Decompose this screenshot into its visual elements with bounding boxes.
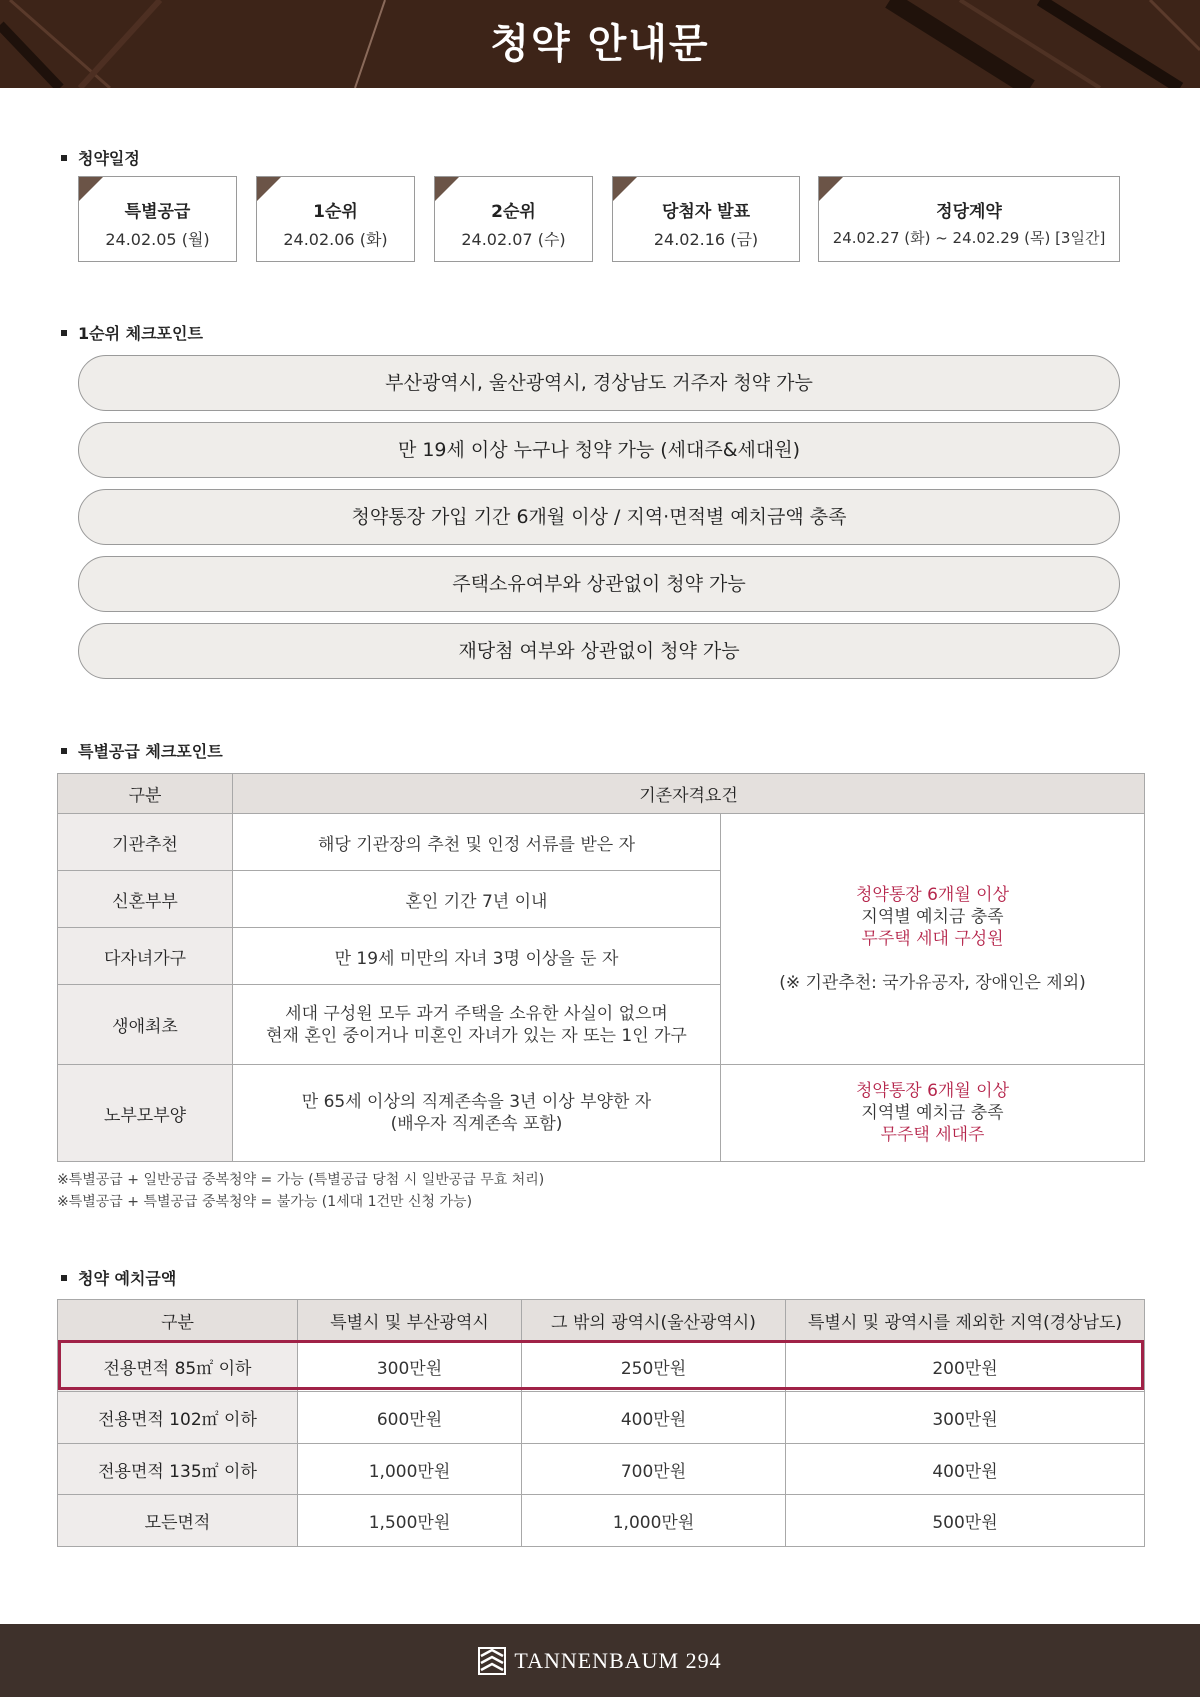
common-requirement-cell xyxy=(721,814,1145,1065)
requirement-line: 세대 구성원 모두 과거 주택을 소유한 사실이 없으며 xyxy=(285,1003,668,1024)
requirement-line: (배우자 직계존속 포함) xyxy=(390,1114,563,1134)
schedule-card-date: 24.02.05 (월) xyxy=(105,230,210,249)
amount-cell: 700만원 xyxy=(522,1444,786,1495)
schedule-card-title: 당첨자 발표 xyxy=(661,202,751,222)
schedule-card-announcement xyxy=(612,176,800,262)
amount-cell: 200만원 xyxy=(786,1341,1145,1392)
schedule-card-title: 정당계약 xyxy=(936,202,1002,222)
first-rank-heading-label: 1순위 체크포인트 xyxy=(78,324,203,343)
table-header-cell: 특별시 및 부산광역시 xyxy=(298,1300,522,1341)
card-corner-mark xyxy=(257,177,281,201)
special-supply-table xyxy=(57,773,1145,1162)
schedule-card-date: 24.02.27 (화) ~ 24.02.29 (목) [3일간] xyxy=(832,229,1106,247)
area-cell: 전용면적 102㎡ 이하 xyxy=(58,1392,298,1444)
card-corner-mark xyxy=(613,177,637,201)
schedule-card-title: 특별공급 xyxy=(124,202,191,222)
row-requirement: 혼인 기간 7년 이내 xyxy=(233,871,721,928)
schedule-card-special xyxy=(78,176,237,262)
row-requirement xyxy=(233,1065,721,1162)
square-bullet-icon xyxy=(61,330,67,336)
amount-cell: 300만원 xyxy=(786,1392,1145,1444)
table-row xyxy=(58,1495,1145,1547)
special-note: ※특별공급 + 일반공급 중복청약 = 가능 (특별공급 당첨 시 일반공급 무효 처리) xyxy=(57,1172,545,1188)
schedule-card-contract xyxy=(818,176,1120,262)
schedule-card-date: 24.02.06 (화) xyxy=(283,230,388,249)
page-title: 청약 안내문 xyxy=(490,21,710,67)
row-requirement: 해당 기관장의 추천 및 인정 서류를 받은 자 xyxy=(233,814,721,871)
schedule-heading xyxy=(61,146,140,169)
amount-cell: 500만원 xyxy=(786,1495,1145,1547)
deposit-table xyxy=(57,1299,1145,1547)
table-header-row xyxy=(58,774,1145,814)
schedule-card-first-rank xyxy=(256,176,415,262)
checkpoint-pill: 부산광역시, 울산광역시, 경상남도 거주자 청약 가능 xyxy=(78,355,1120,411)
common-req-note: (※ 기관추천: 국가유공자, 장애인은 제외) xyxy=(779,973,1086,993)
row-requirement: 만 19세 미만의 자녀 3명 이상을 둔 자 xyxy=(233,928,721,985)
table-header-cell: 구분 xyxy=(58,774,233,814)
page-footer xyxy=(0,1624,1200,1697)
checkpoint-pill: 주택소유여부와 상관없이 청약 가능 xyxy=(78,556,1120,612)
tannenbaum-logo-icon xyxy=(478,1647,506,1675)
checkpoint-pill: 청약통장 가입 기간 6개월 이상 / 지역·면적별 예치금액 충족 xyxy=(78,489,1120,545)
special-heading-label: 특별공급 체크포인트 xyxy=(78,742,223,761)
row-category: 신혼부부 xyxy=(58,871,233,928)
schedule-card-title: 1순위 xyxy=(313,202,358,222)
deposit-heading-label: 청약 예치금액 xyxy=(78,1269,177,1288)
first-rank-heading xyxy=(61,321,203,344)
table-row xyxy=(58,1065,1145,1162)
common-req-line: 지역별 예치금 충족 xyxy=(861,1103,1004,1123)
common-req-line: 무주택 세대 구성원 xyxy=(861,929,1004,949)
common-requirement-cell xyxy=(721,1065,1145,1162)
square-bullet-icon xyxy=(61,1275,67,1281)
schedule-card-date: 24.02.16 (금) xyxy=(653,230,759,249)
special-heading xyxy=(61,739,223,762)
row-category: 노부모부양 xyxy=(58,1065,233,1162)
checkpoint-pill: 만 19세 이상 누구나 청약 가능 (세대주&세대원) xyxy=(78,422,1120,478)
requirement-line: 만 65세 이상의 직계존속을 3년 이상 부양한 자 xyxy=(301,1092,652,1112)
row-category: 생애최초 xyxy=(58,985,233,1065)
common-req-line: 청약통장 6개월 이상 xyxy=(856,1081,1009,1101)
common-req-line: 지역별 예치금 충족 xyxy=(861,907,1004,927)
schedule-card-second-rank xyxy=(434,176,593,262)
special-note: ※특별공급 + 특별공급 중복청약 = 불가능 (1세대 1건만 신청 가능) xyxy=(57,1194,473,1210)
page-header xyxy=(0,0,1200,88)
requirement-line: 현재 혼인 중이거나 미혼인 자녀가 있는 자 또는 1인 가구 xyxy=(266,1025,687,1046)
card-corner-mark xyxy=(79,177,103,201)
amount-cell: 300만원 xyxy=(298,1341,522,1392)
row-category: 다자녀가구 xyxy=(58,928,233,985)
table-row xyxy=(58,1392,1145,1444)
amount-cell: 400만원 xyxy=(786,1444,1145,1495)
footer-brand: TANNENBAUM 294 xyxy=(514,1647,722,1673)
amount-cell: 1,000만원 xyxy=(522,1495,786,1547)
table-header-cell: 그 밖의 광역시(울산광역시) xyxy=(522,1300,786,1341)
table-header-row xyxy=(58,1300,1145,1341)
table-header-cell: 특별시 및 광역시를 제외한 지역(경상남도) xyxy=(786,1300,1145,1341)
row-requirement xyxy=(233,985,721,1065)
checkpoint-pill: 재당첨 여부와 상관없이 청약 가능 xyxy=(78,623,1120,679)
area-cell: 전용면적 135㎡ 이하 xyxy=(58,1444,298,1495)
common-req-line: 청약통장 6개월 이상 xyxy=(856,885,1009,905)
card-corner-mark xyxy=(819,177,843,201)
square-bullet-icon xyxy=(61,748,67,754)
table-row xyxy=(58,1444,1145,1495)
area-cell: 전용면적 85㎡ 이하 xyxy=(58,1341,298,1392)
schedule-heading-label: 청약일정 xyxy=(78,149,140,168)
table-row-highlighted xyxy=(58,1341,1145,1392)
schedule-card-date: 24.02.07 (수) xyxy=(461,230,566,249)
row-category: 기관추천 xyxy=(58,814,233,871)
deposit-heading xyxy=(61,1266,176,1289)
table-header-cell: 기존자격요건 xyxy=(233,774,1145,814)
common-req-line: 무주택 세대주 xyxy=(880,1125,985,1145)
amount-cell: 600만원 xyxy=(298,1392,522,1444)
card-corner-mark xyxy=(435,177,459,201)
table-row xyxy=(58,814,1145,871)
amount-cell: 1,500만원 xyxy=(298,1495,522,1547)
schedule-card-title: 2순위 xyxy=(491,202,536,222)
area-cell: 모든면적 xyxy=(58,1495,298,1547)
amount-cell: 400만원 xyxy=(522,1392,786,1444)
square-bullet-icon xyxy=(61,155,67,161)
table-header-cell: 구분 xyxy=(58,1300,298,1341)
amount-cell: 250만원 xyxy=(522,1341,786,1392)
amount-cell: 1,000만원 xyxy=(298,1444,522,1495)
